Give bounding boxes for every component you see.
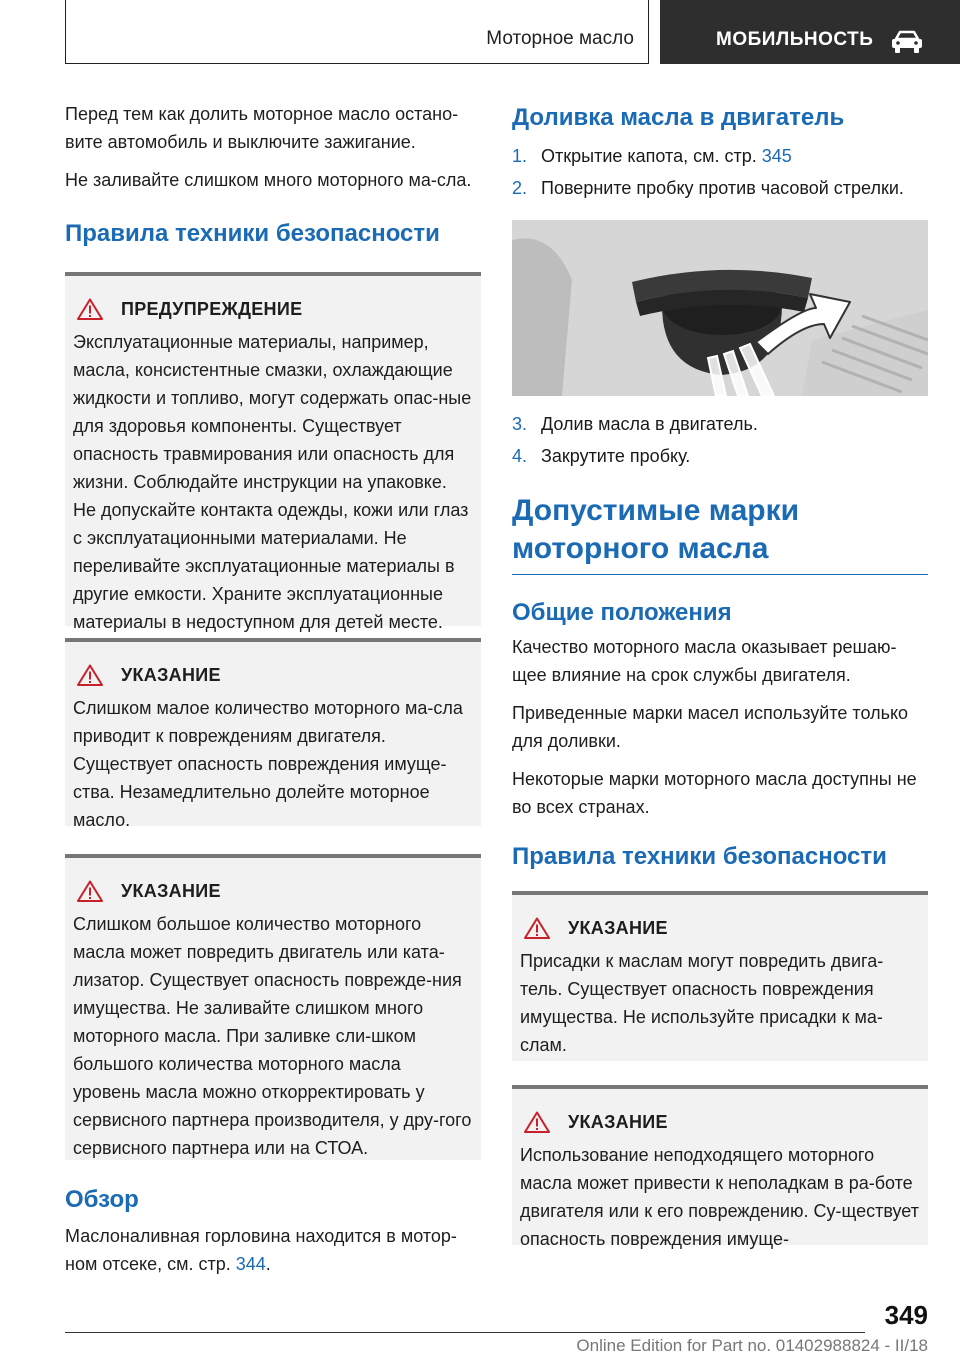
warning-title-row [73, 294, 473, 324]
general-heading: Общие положения [512, 599, 732, 626]
warning-triangle-icon [77, 664, 103, 686]
notice-title: УКАЗАНИЕ [121, 664, 221, 685]
list-item [512, 142, 928, 170]
step-text: Поверните пробку против часовой стрелки. [541, 178, 904, 198]
heading-rule [512, 574, 928, 575]
notice-body: Слишком малое количество моторного ма-сла приводит к повреждениям двигателя. Существует опасность повреждения имуще-ства. Незамедлительно долейте моторное масло. [73, 698, 463, 830]
footer-edition: Online Edition for Part no. 01402988824 - II/18 [576, 1336, 928, 1355]
footer-rule [65, 1332, 865, 1333]
warning-body: Эксплуатационные материалы, например, масла, консистентные смазки, охлаждающие жидкости и топливо, могут содержать опас-ные для здоровья компоненты. Существует опасность травмирования или опасность для жизни. Соблюдайте инструкции на упаковке. Не допускайте контакта одежды, кожи или глаз с эксплуатационными материалами. Не переливайте эксплуатационные материалы в другие емкости. Храните эксплуатационные материалы в недоступном для детей месте. [73, 332, 472, 632]
step-number: 1. [512, 146, 528, 166]
overview-heading: Обзор [65, 1186, 139, 1213]
notice-body: Слишком большое количество моторного масла может повредить двигатель или ката-лизатор. Существует опасность поврежде-ния имущества. Не заливайте слишком много моторного масла. При заливке сли-шком большого количества моторного масла уровень масла можно откорректировать у сервисного партнера производителя, у дру-гого сервисного партнера или на СТОА. [73, 914, 472, 1158]
notice-body: Присадки к маслам могут повредить двига-тель. Существует опасность повреждения имущества. Не используйте присадки к ма-слам. [520, 951, 884, 1055]
oil-cap-illustration [512, 220, 928, 396]
notice-box-4 [512, 1085, 928, 1249]
notice-body: Использование неподходящего моторного масла может привести к неполадкам в ра-боте двигателя или к его повреждению. Су-ществует опасность повреждения имуще- [520, 1145, 919, 1249]
step-label: Открытие капота, см. стр. [541, 146, 757, 166]
overview-end: . [265, 1254, 271, 1274]
step-text: Закрутите пробку. [541, 446, 691, 466]
header-chapter-box [660, 0, 960, 64]
overview-text: Маслоналивная горловина находится в мотор-ном отсеке, см. стр. [65, 1226, 457, 1274]
brands-heading-line-1: Допустимые марки [512, 494, 800, 527]
general-paragraph-2: Приведенные марки масел используйте только для доливки. [512, 703, 909, 751]
intro-paragraph-1: Перед тем как долить моторное масло остано-вите автомобиль и выключите зажигание. [65, 104, 459, 152]
list-item [512, 442, 928, 470]
header-section-box [65, 0, 649, 64]
header-chapter-title: МОБИЛЬНОСТЬ [716, 29, 874, 50]
left-column [65, 100, 481, 1288]
step-number: 3. [512, 414, 528, 434]
fill-oil-heading: Доливка масла в двигатель [512, 104, 845, 131]
page-link-345[interactable]: 345 [761, 146, 792, 166]
list-item [512, 174, 928, 202]
general-paragraph-1: Качество моторного масла оказывает решаю-щее влияние на срок службы двигателя. [512, 637, 897, 685]
general-paragraph-3: Некоторые марки моторного масла доступны не во всех странах. [512, 769, 917, 817]
notice-title-row [73, 660, 473, 690]
steps-list-b [512, 410, 928, 470]
notice-box-2 [65, 854, 481, 1160]
list-item [512, 410, 928, 438]
step-number: 4. [512, 446, 528, 466]
warning-triangle-icon [77, 298, 103, 320]
page-link-344[interactable]: 344 [235, 1254, 266, 1274]
right-column [512, 100, 928, 1249]
steps-list-a [512, 142, 928, 202]
notice-title: УКАЗАНИЕ [121, 880, 221, 901]
safety-heading-right: Правила техники безопасности [512, 843, 887, 870]
notice-box-3 [512, 891, 928, 1061]
brands-heading-line-2: моторного масла [512, 532, 769, 565]
notice-title-row [520, 1107, 920, 1137]
car-icon [890, 30, 924, 54]
overview-paragraph [65, 1222, 481, 1278]
step-number: 2. [512, 178, 528, 198]
warning-triangle-icon [524, 1111, 550, 1133]
notice-title: УКАЗАНИЕ [568, 917, 668, 938]
header-section-title: Моторное масло [486, 28, 634, 49]
step-text: Долив масла в двигатель. [541, 414, 758, 434]
warning-title: ПРЕДУПРЕЖДЕНИЕ [121, 298, 303, 319]
notice-title-row [520, 913, 920, 943]
intro-paragraph-2: Не заливайте слишком много моторного ма-сла. [65, 170, 472, 190]
oil-cap-photo [512, 220, 928, 396]
step-text [541, 142, 792, 170]
notice-title: УКАЗАНИЕ [568, 1111, 668, 1132]
safety-heading: Правила техники безопасности [65, 220, 440, 247]
warning-box [65, 272, 481, 632]
notice-box-1 [65, 638, 481, 830]
warning-triangle-icon [77, 880, 103, 902]
notice-title-row [73, 876, 473, 906]
page-number: 349 [884, 1300, 928, 1330]
warning-triangle-icon [524, 917, 550, 939]
